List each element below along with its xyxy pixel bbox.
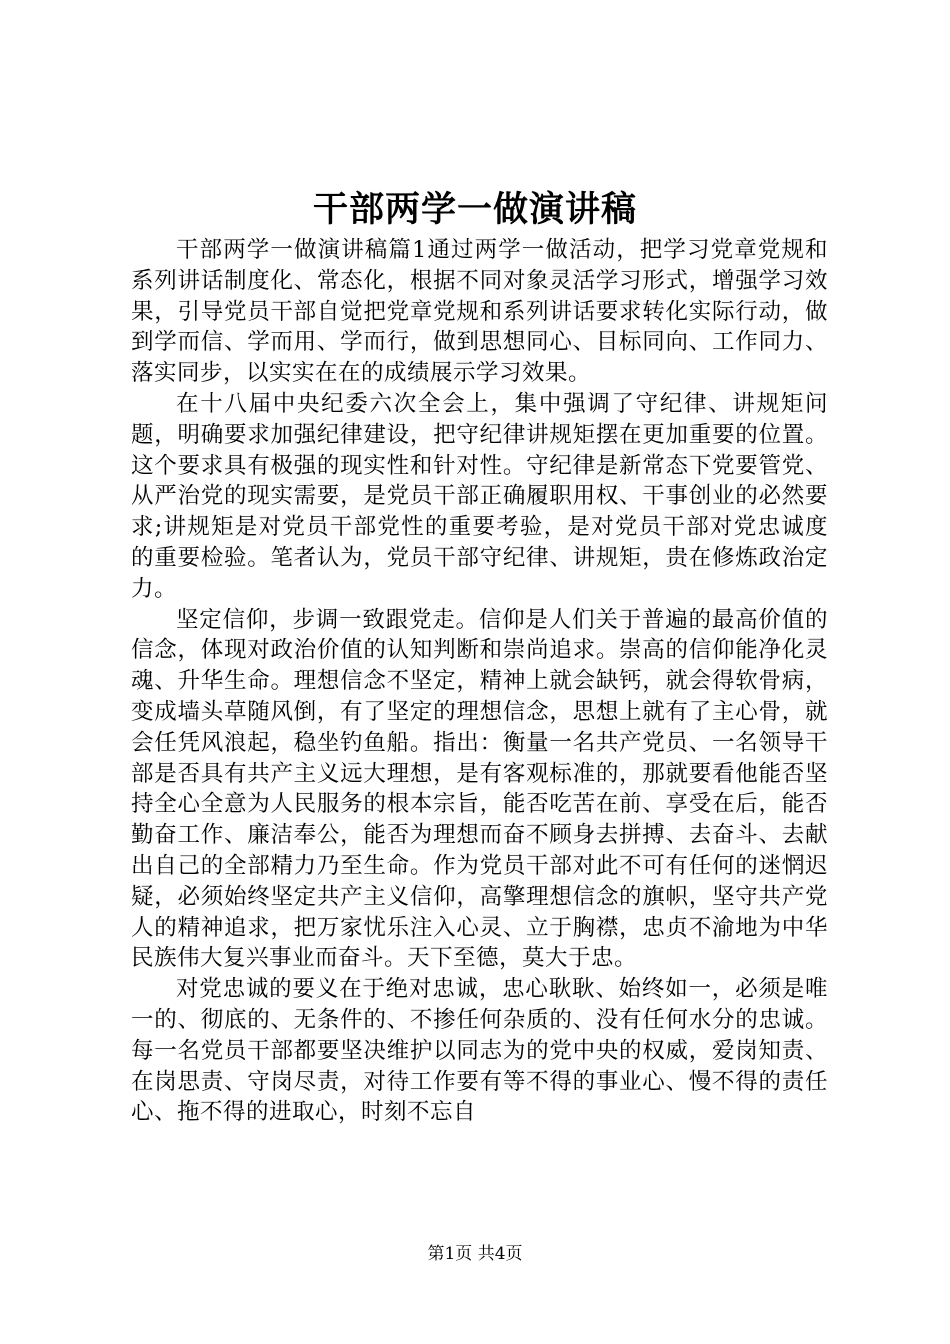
document-title: 干部两学一做演讲稿 [312,189,637,230]
paragraph-3: 坚定信仰，步调一致跟党走。信仰是人们关于普遍的最高价值的信念，体现对政治价值的认知判断和崇尚追求。崇高的信仰能净化灵魂、升华生命。理想信念不坚定，精神上就会缺钙，就会得软骨病，变成墙头草随风倒，有了坚定的理想信念，思想上就有了主心骨，就会任凭风浪起，稳坐钓鱼船。指出：衡量一名共产党员、一名领导干部是否具有共产主义远大理想，是有客观标准的，那就要看他能否坚持全心全意为人民服务的根本宗旨，能否吃苦在前、享受在后，能否勤奋工作、廉洁奉公，能否为理想而奋不顾身去拼搏、去奋斗、去献出自己的全部精力乃至生命。作为党员干部对此不可有任何的迷惘迟疑，必须始终坚定共产主义信仰，高擎理想信念的旗帜，坚守共产党人的精神追求，把万家忧乐注入心灵、立于胸襟，忠贞不渝地为中华民族伟大复兴事业而奋斗。天下至德，莫大于忠。 [131,606,828,972]
document-body [131,235,828,1128]
page-number-footer: 第1页 共4页 [427,1244,523,1264]
paragraph-2: 在十八届中央纪委六次全会上，集中强调了守纪律、讲规矩问题，明确要求加强纪律建设，把守纪律讲规矩摆在更加重要的位置。这个要求具有极强的现实性和针对性。守纪律是新常态下党要管党、从严治党的现实需要，是党员干部正确履职用权、干事创业的必然要求;讲规矩是对党员干部党性的重要考验，是对党员干部对党忠诚度的重要检验。笔者认为，党员干部守纪律、讲规矩，贵在修炼政治定力。 [131,390,828,602]
paragraph-4: 对党忠诚的要义在于绝对忠诚，忠心耿耿、始终如一，必须是唯一的、彻底的、无条件的、不掺任何杂质的、没有任何水分的忠诚。每一名党员干部都要坚决维护以同志为的党中央的权威，爱岗知责、在岗思责、守岗尽责，对待工作要有等不得的事业心、慢不得的责任心、拖不得的进取心，时刻不忘自 [131,976,828,1126]
paragraph-1: 干部两学一做演讲稿篇1通过两学一做活动，把学习党章党规和系列讲话制度化、常态化，根据不同对象灵活学习形式，增强学习效果，引导党员干部自觉把党章党规和系列讲话要求转化实际行动，做到学而信、学而用、学而行，做到思想同心、目标同向、工作同力、落实同步，以实实在在的成绩展示学习效果。 [131,237,828,387]
